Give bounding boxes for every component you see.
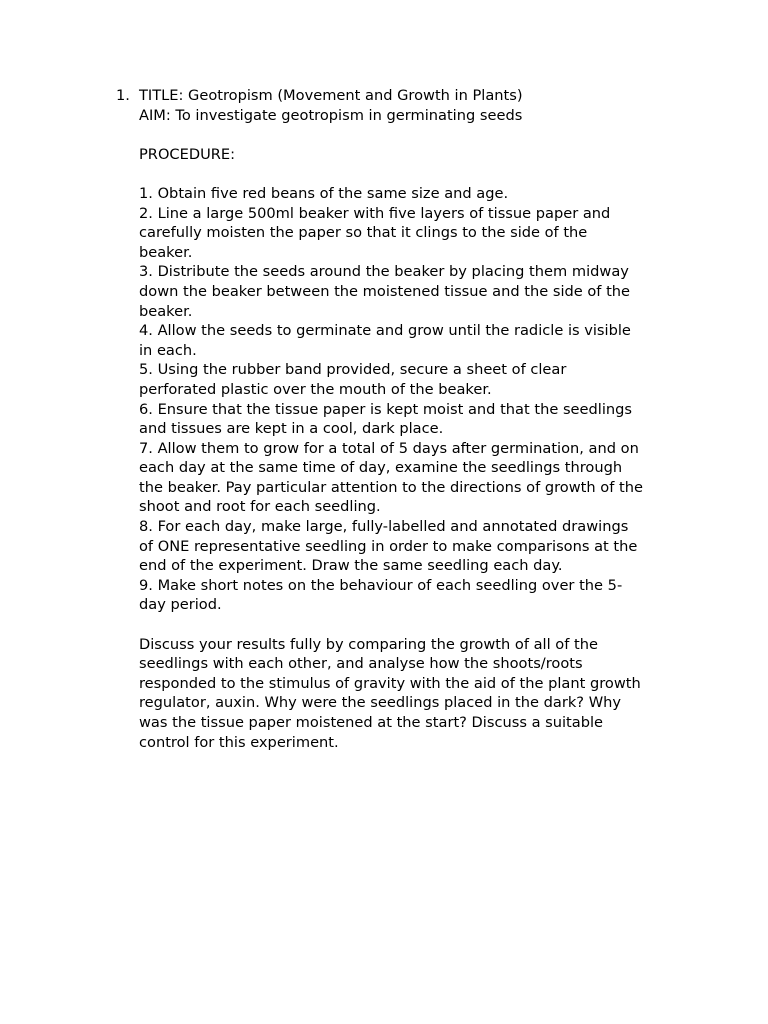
step-line: day period. bbox=[139, 596, 222, 614]
step-line: 2. Line a large 500ml beaker with five layers of tissue paper and bbox=[139, 204, 611, 222]
procedure-step bbox=[139, 184, 679, 204]
discussion-line: regulator, auxin. Why were the seedlings placed in the dark? Why bbox=[139, 694, 622, 712]
step-line: perforated plastic over the mouth of the beaker. bbox=[139, 380, 492, 398]
procedure-step bbox=[139, 576, 679, 615]
title-line: TITLE: Geotropism (Movement and Growth in Plants) bbox=[139, 87, 523, 104]
step-line: 7. Allow them to grow for a total of 5 days after germination, and on bbox=[139, 439, 639, 457]
step-line: and tissues are kept in a cool, dark place. bbox=[139, 420, 444, 438]
list-item-body bbox=[139, 86, 679, 752]
step-line: in each. bbox=[139, 341, 197, 359]
step-line: end of the experiment. Draw the same seedling each day. bbox=[139, 557, 563, 575]
discussion-paragraph bbox=[139, 635, 679, 753]
discussion-line: was the tissue paper moistened at the start? Discuss a suitable bbox=[139, 714, 604, 731]
step-line: 4. Allow the seeds to germinate and grow until the radicle is visible bbox=[139, 322, 631, 340]
list-item-number: 1. bbox=[116, 87, 130, 104]
step-line: carefully moisten the paper so that it clings to the side of the bbox=[139, 224, 588, 242]
procedure-step bbox=[139, 360, 679, 399]
procedure-steps bbox=[139, 184, 679, 615]
step-line: 1. Obtain five red beans of the same size and age. bbox=[139, 184, 509, 202]
spacer bbox=[139, 125, 679, 145]
procedure-step bbox=[139, 439, 679, 517]
step-line: beaker. bbox=[139, 243, 193, 261]
procedure-step bbox=[139, 517, 679, 576]
spacer bbox=[139, 615, 679, 635]
step-line: 5. Using the rubber band provided, secure a sheet of clear bbox=[139, 361, 567, 379]
step-line: shoot and root for each seedling. bbox=[139, 498, 381, 516]
discussion-line: seedlings with each other, and analyse how the shoots/roots bbox=[139, 655, 583, 673]
step-line: each day at the same time of day, examine the seedlings through bbox=[139, 459, 623, 477]
procedure-step bbox=[139, 204, 679, 263]
step-line: down the beaker between the moistened tissue and the side of the bbox=[139, 282, 631, 300]
step-line: of ONE representative seedling in order to make comparisons at the bbox=[139, 537, 638, 555]
aim-line: AIM: To investigate geotropism in germinating seeds bbox=[139, 106, 523, 124]
procedure-step bbox=[139, 321, 679, 360]
procedure-step bbox=[139, 262, 679, 321]
step-line: beaker. bbox=[139, 302, 193, 320]
discussion-line: Discuss your results fully by comparing the growth of all of the bbox=[139, 635, 598, 653]
discussion-line: control for this experiment. bbox=[139, 733, 339, 751]
procedure-step bbox=[139, 400, 679, 439]
spacer bbox=[139, 164, 679, 184]
step-line: 9. Make short notes on the behaviour of each seedling over the 5- bbox=[139, 576, 623, 594]
step-line: 8. For each day, make large, fully-labelled and annotated drawings bbox=[139, 518, 629, 536]
step-line: 3. Distribute the seeds around the beaker by placing them midway bbox=[139, 263, 629, 281]
step-line: the beaker. Pay particular attention to the directions of growth of the bbox=[139, 478, 643, 496]
procedure-heading: PROCEDURE: bbox=[139, 145, 236, 163]
step-line: 6. Ensure that the tissue paper is kept moist and that the seedlings bbox=[139, 400, 632, 418]
discussion-line: responded to the stimulus of gravity with the aid of the plant growth bbox=[139, 674, 641, 692]
